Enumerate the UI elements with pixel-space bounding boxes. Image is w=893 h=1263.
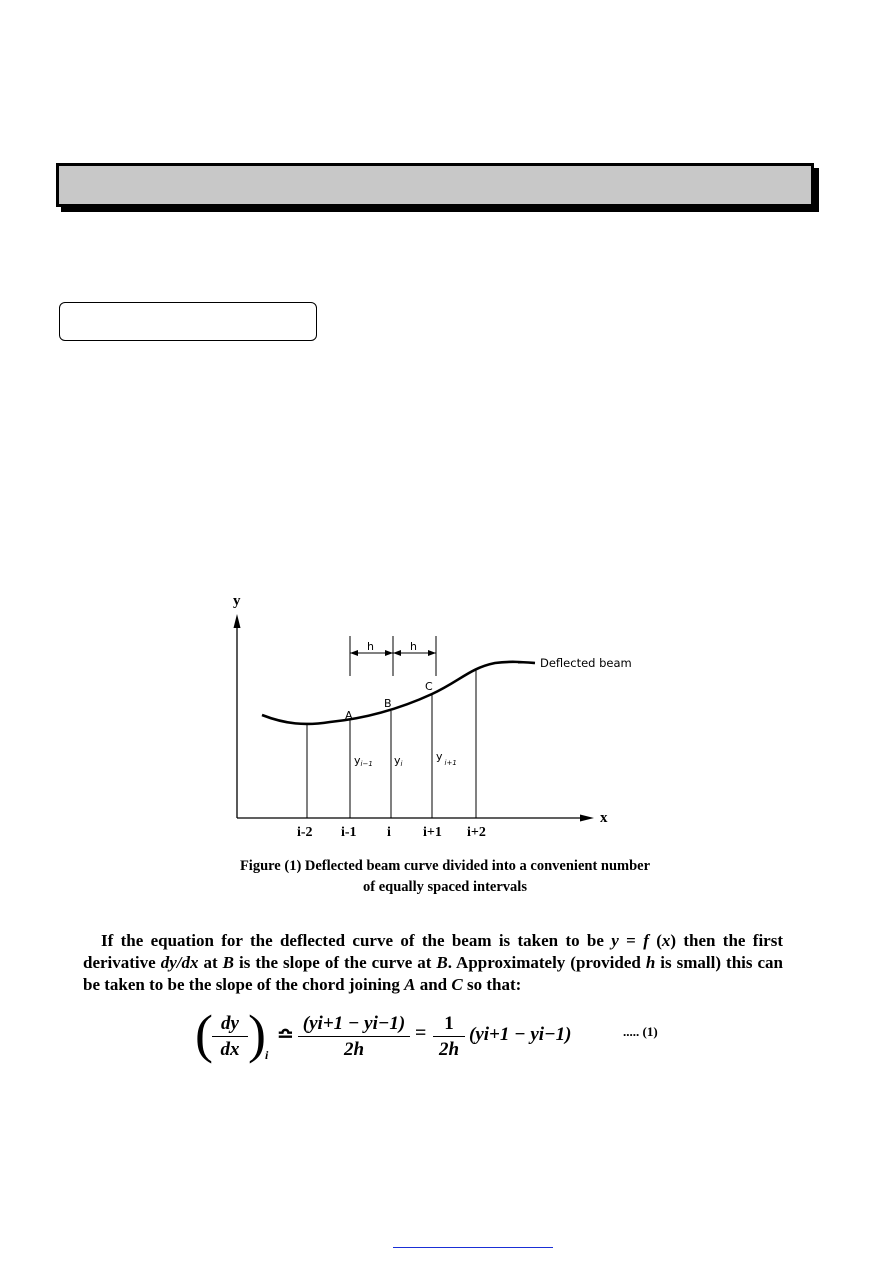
left-paren: (: [195, 1004, 213, 1064]
ordinate-label-yi-1: yi−1: [354, 754, 373, 768]
x-axis-label: x: [600, 810, 608, 826]
dim-arrow-1a: [350, 650, 358, 656]
right-paren: ): [248, 1004, 266, 1064]
tick-label-i: i: [387, 825, 391, 840]
equation-number: ..... (1): [623, 1024, 658, 1039]
point-label-a: A: [345, 709, 353, 722]
derivative-equation: [195, 1004, 685, 1068]
body-paragraph: If the equation for the deflected curve of the beam is taken to be y = f (x) then the first derivative dy/dx at B is the slope of the curve at B. Approximately (provided h is small) this can be taken to be the slope of the chord joining A and C so that:: [83, 931, 783, 994]
first-fraction: $\frac{(yi+1 - yi-1)}{2h}$: [298, 1012, 410, 1063]
equation-tail: (yi+1 − yi−1): [469, 1024, 572, 1045]
footer-link[interactable]: [393, 1238, 553, 1248]
ordinate-label-yi: yi: [394, 754, 403, 768]
lhs-subscript: i: [265, 1048, 269, 1062]
dim-arrow-2a: [393, 650, 401, 656]
ordinate-label-yi+1: y $_{i+1}$: [436, 750, 457, 767]
lhs-fraction: $\frac{dy}{dx}$: [212, 1012, 248, 1063]
deflected-beam-curve: [262, 662, 535, 724]
tick-label-i-2: i-2: [297, 825, 313, 840]
second-fraction: $\frac{1}{2h}$: [433, 1012, 465, 1063]
y-axis-label: y: [233, 593, 241, 609]
point-label-b: B: [384, 697, 392, 710]
dim-arrow-2b: [428, 650, 436, 656]
tick-label-i-1: i-1: [341, 825, 357, 840]
point-label-c: C: [425, 680, 433, 693]
dim-arrow-1b: [385, 650, 393, 656]
interval-label-2: h: [410, 640, 417, 653]
caption-line-2: of equally spaced intervals: [363, 879, 527, 895]
section-heading-box: [59, 302, 317, 341]
interval-label-1: h: [367, 640, 374, 653]
equals-sign: =: [415, 1022, 427, 1044]
tick-label-i+2: i+2: [467, 825, 486, 840]
title-banner: [56, 163, 814, 207]
approx-sign: ≏: [277, 1024, 294, 1046]
tick-label-i+1: i+1: [423, 825, 442, 840]
figure-caption: [160, 856, 730, 898]
y-axis-arrow: [234, 614, 241, 628]
curve-label: Deflected beam: [540, 656, 632, 670]
x-axis-arrow: [580, 815, 594, 822]
caption-line-1: Figure (1) Deflected beam curve divided into a convenient number: [239, 858, 651, 874]
